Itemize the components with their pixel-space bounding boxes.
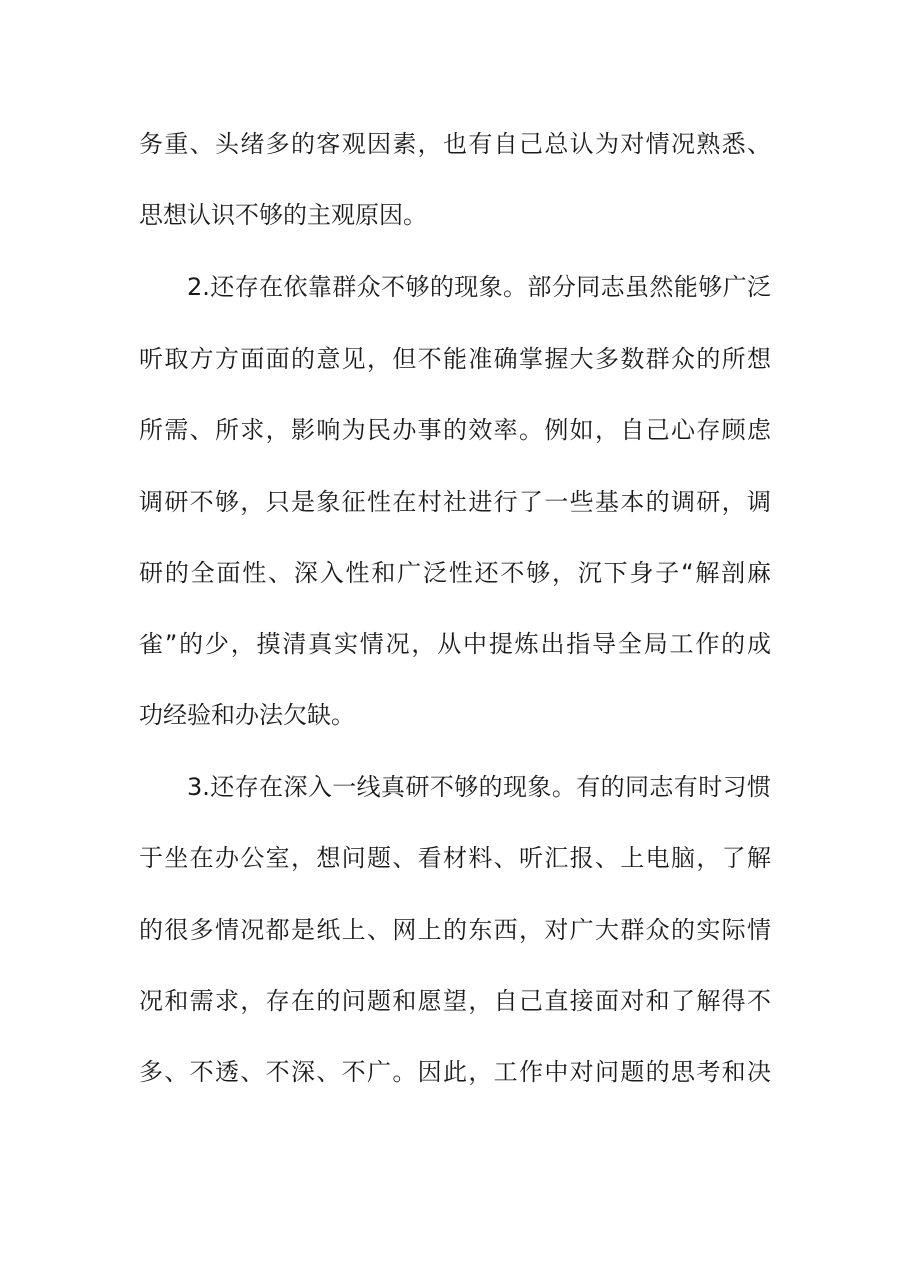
paragraph-line: 研的全面性、深入性和广泛性还不够，沉下身子“解剖麻 (139, 559, 771, 587)
paragraph-line: 于坐在办公室，想问题、看材料、听汇报、上电脑，了解 (139, 844, 771, 872)
paragraph-line: 务重、头绪多的客观因素，也有自己总认为对情况熟悉、 (139, 130, 771, 158)
paragraph-line: 2.还存在依靠群众不够的现象。部分同志虽然能够广泛 (187, 273, 771, 301)
paragraph-line: 思想认识不够的主观原因。 (139, 201, 427, 229)
paragraph-line: 雀”的少，摸清真实情况，从中提炼出指导全局工作的成 (139, 630, 771, 658)
paragraph-line: 况和需求，存在的问题和愿望，自己直接面对和了解得不 (139, 987, 771, 1015)
paragraph-line: 3.还存在深入一线真研不够的现象。有的同志有时习惯 (187, 773, 771, 801)
paragraph-line: 功经验和办法欠缺。 (139, 701, 355, 729)
paragraph-line: 听取方方面面的意见，但不能准确掌握大多数群众的所想 (139, 345, 771, 373)
paragraph-line: 所需、所求，影响为民办事的效率。例如，自己心存顾虑 (139, 416, 771, 444)
paragraph-line: 多、不透、不深、不广。因此，工作中对问题的思考和决 (139, 1058, 771, 1086)
paragraph-line: 的很多情况都是纸上、网上的东西，对广大群众的实际情 (139, 916, 771, 944)
paragraph-line: 调研不够，只是象征性在村社进行了一些基本的调研，调 (139, 488, 771, 516)
